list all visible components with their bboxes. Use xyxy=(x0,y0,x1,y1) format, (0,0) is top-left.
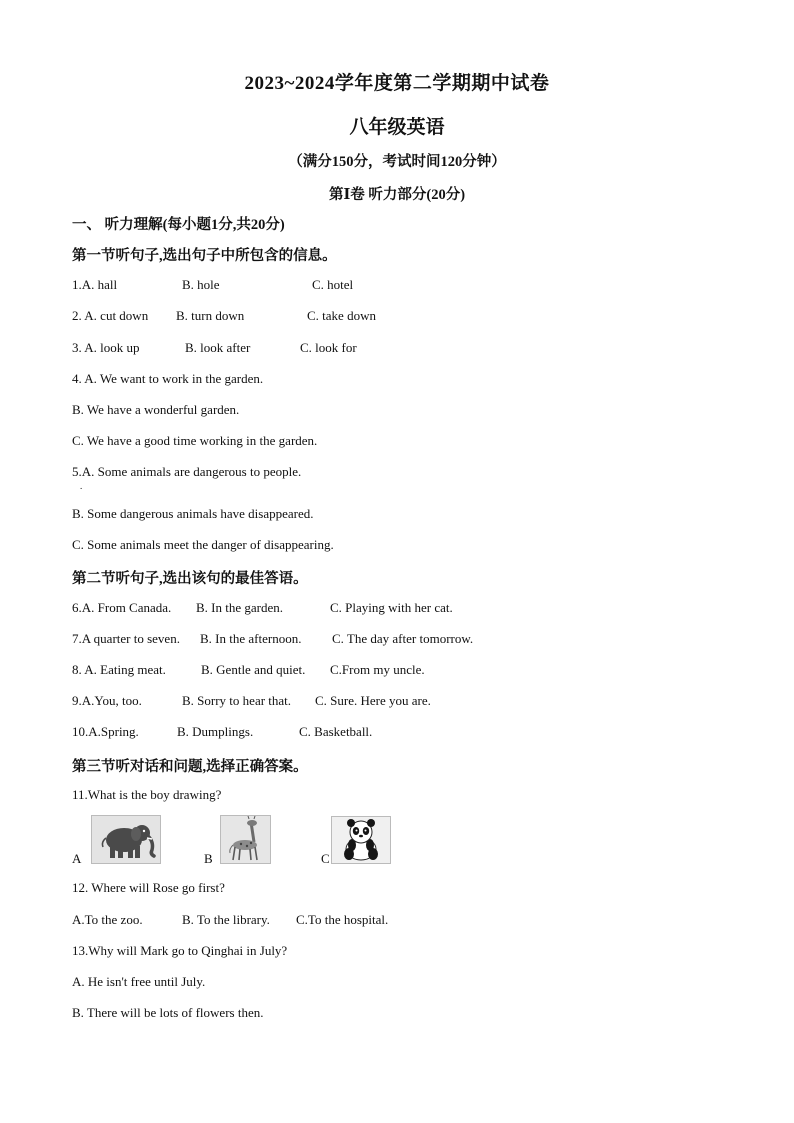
q8-option-b: B. Gentle and quiet. xyxy=(201,662,306,677)
q11-label-c: C xyxy=(321,851,330,866)
giraffe-icon xyxy=(220,815,271,864)
section-heading: 一、 听力理解(每小题1分,共20分) xyxy=(72,217,285,233)
elephant-icon xyxy=(91,815,161,864)
q8-option-a: 8. A. Eating meat. xyxy=(72,662,166,677)
q6-option-b: B. In the garden. xyxy=(196,600,284,615)
q12-option-b: B. To the library. xyxy=(182,912,270,927)
q3-option-a: 3. A. look up xyxy=(72,340,140,355)
q5-option-a: 5.A. Some animals are dangerous to people. xyxy=(72,464,302,479)
part2-heading: 第二节听句子,选出该句的最佳答语。 xyxy=(72,571,308,587)
part1-heading: 第一节听句子,选出句子中所包含的信息。 xyxy=(72,248,337,264)
q1-option-b: B. hole xyxy=(182,277,220,292)
q12-question: 12. Where will Rose go first? xyxy=(72,880,225,895)
q4-option-a: 4. A. We want to work in the garden. xyxy=(72,371,264,386)
q12-option-c: C.To the hospital. xyxy=(296,912,389,927)
exam-title: 2023~2024学年度第二学期期中试卷 xyxy=(244,73,550,94)
q5-option-b: B. Some dangerous animals have disappeared. xyxy=(72,506,314,521)
q11-label-b: B xyxy=(204,851,213,866)
q13-question: 13.Why will Mark go to Qinghai in July? xyxy=(72,943,288,958)
q10-option-b: B. Dumplings. xyxy=(177,724,254,739)
q9-option-a: 9.A.You, too. xyxy=(72,693,142,708)
q2-option-a: 2. A. cut down xyxy=(72,308,149,323)
q9-option-c: C. Sure. Here you are. xyxy=(315,693,431,708)
q7-option-c: C. The day after tomorrow. xyxy=(332,631,474,646)
q6-option-c: C. Playing with her cat. xyxy=(330,600,453,615)
q4-option-c: C. We have a good time working in the garden. xyxy=(72,433,318,448)
q12-option-a: A.To the zoo. xyxy=(72,912,143,927)
q13-option-a: A. He isn't free until July. xyxy=(72,974,206,989)
q10-option-a: 10.A.Spring. xyxy=(72,724,139,739)
q7-option-b: B. In the afternoon. xyxy=(200,631,302,646)
exam-subtitle: 八年级英语 xyxy=(349,117,445,138)
q11-question: 11.What is the boy drawing? xyxy=(72,787,222,802)
q1-option-c: C. hotel xyxy=(312,277,354,292)
q2-option-c: C. take down xyxy=(307,308,376,323)
q3-option-b: B. look after xyxy=(185,340,251,355)
q3-option-c: C. look for xyxy=(300,340,357,355)
q8-option-c: C.From my uncle. xyxy=(330,662,425,677)
exam-info: （满分150分，考试时间120分钟） xyxy=(288,154,506,170)
q10-option-c: C. Basketball. xyxy=(299,724,373,739)
panda-icon xyxy=(331,816,391,864)
q5-option-c: C. Some animals meet the danger of disappearing. xyxy=(72,537,334,552)
stray-dot: . xyxy=(80,481,83,491)
q7-option-a: 7.A quarter to seven. xyxy=(72,631,180,646)
part-heading: 第Ⅰ卷 听力部分(20分) xyxy=(328,187,466,203)
q9-option-b: B. Sorry to hear that. xyxy=(182,693,292,708)
q4-option-b: B. We have a wonderful garden. xyxy=(72,402,240,417)
q2-option-b: B. turn down xyxy=(176,308,245,323)
q11-label-a: A xyxy=(72,851,82,866)
q6-option-a: 6.A. From Canada. xyxy=(72,600,172,615)
q1-option-a: 1.A. hall xyxy=(72,277,118,292)
q13-option-b: B. There will be lots of flowers then. xyxy=(72,1005,264,1020)
part3-heading: 第三节听对话和问题,选择正确答案。 xyxy=(72,759,308,775)
